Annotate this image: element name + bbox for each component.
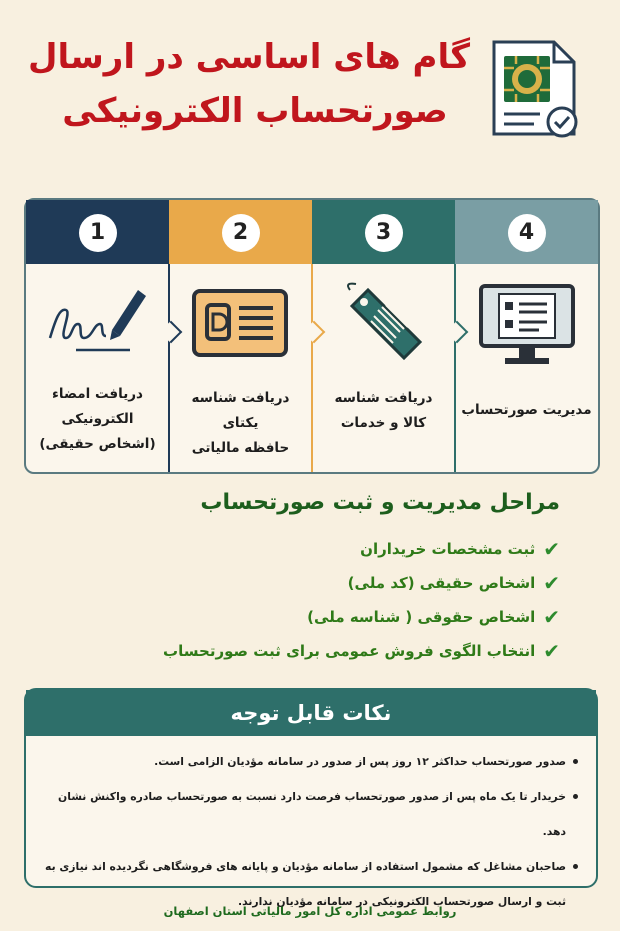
step-4 [455,200,598,472]
step-4-label-line-1: مدیریت صورتحساب [461,402,592,418]
checklist-item-text: اشخاص حقیقی (کد ملی) [347,574,536,592]
step-1-label-line-2: الکترونیکی [61,411,134,427]
step-3-label-line-1: دریافت شناسه [334,390,433,406]
checklist-item [100,532,560,566]
management-checklist [100,532,560,668]
id-card-icon [191,288,289,358]
notes-title: نکات قابل توجه [26,690,596,736]
step-1 [26,200,169,472]
checklist-item-text: ثبت مشخصات خریداران [360,540,536,558]
check-icon: ✔ [543,571,560,595]
checklist-item [100,634,560,668]
notes-list [26,736,596,919]
checklist-item-text: انتخاب الگوی فروش عمومی برای ثبت صورتحساب [163,642,536,660]
step-3-label [316,386,451,436]
notes-panel [24,688,598,908]
step-1-label-line-3: (اشخاص حقیقی) [39,436,156,452]
step-1-number: 1 [79,214,117,252]
step-2-label [173,386,308,461]
note-item: صاحبان مشاغل که مشمول استفاده از سامانه مؤدیان و پایانه های فروشگاهی نگردیده اند نیازی به ثبت و ارسال صورتحساب الکترونیکی در سامانه مؤدیان ندارند. [40,849,578,919]
steps-panel [24,198,600,474]
title-line-2: صورتحساب الکترونیکی [62,91,448,131]
step-2-label-line-2: حافظه مالیاتی [191,440,290,456]
note-item: صدور صورتحساب حداکثر ۱۲ روز پس از صدور در سامانه مؤدیان الزامی است. [40,744,578,779]
checklist-item [100,600,560,634]
page-title [28,30,470,138]
step-2-number: 2 [222,214,260,252]
step-2-label-line-1: دریافت شناسه یکتای [191,390,290,431]
checklist-item-text: اشخاص حقوقی ( شناسه ملی) [307,608,536,626]
check-icon: ✔ [543,537,560,561]
divider [311,264,313,472]
management-title: مراحل مدیریت و ثبت صورتحساب [200,490,560,515]
step-2 [169,200,312,472]
checklist-item [100,566,560,600]
step-1-label [30,382,165,457]
footer-credit: روابط عمومی اداره کل امور مالیاتی استان اصفهان [163,904,457,918]
monitor-invoice-icon [477,282,577,368]
title-line-1: گام های اساسی در ارسال [28,37,470,77]
barcode-tag-icon [342,280,428,366]
divider [454,264,456,472]
note-item: خریدار تا یک ماه پس از صدور صورتحساب فرصت دارد نسبت به صورتحساب صادره واکنش نشان دهد. [40,779,578,849]
step-3 [312,200,455,472]
step-4-label [459,398,594,423]
step-4-number: 4 [508,214,546,252]
step-3-number: 3 [365,214,403,252]
tax-document-logo-icon [490,38,580,138]
step-1-label-line-1: دریافت امضاء [52,386,143,402]
divider [168,264,170,472]
check-icon: ✔ [543,639,560,663]
signature-pen-icon [46,280,150,360]
check-icon: ✔ [543,605,560,629]
step-3-label-line-2: کالا و خدمات [340,415,427,431]
